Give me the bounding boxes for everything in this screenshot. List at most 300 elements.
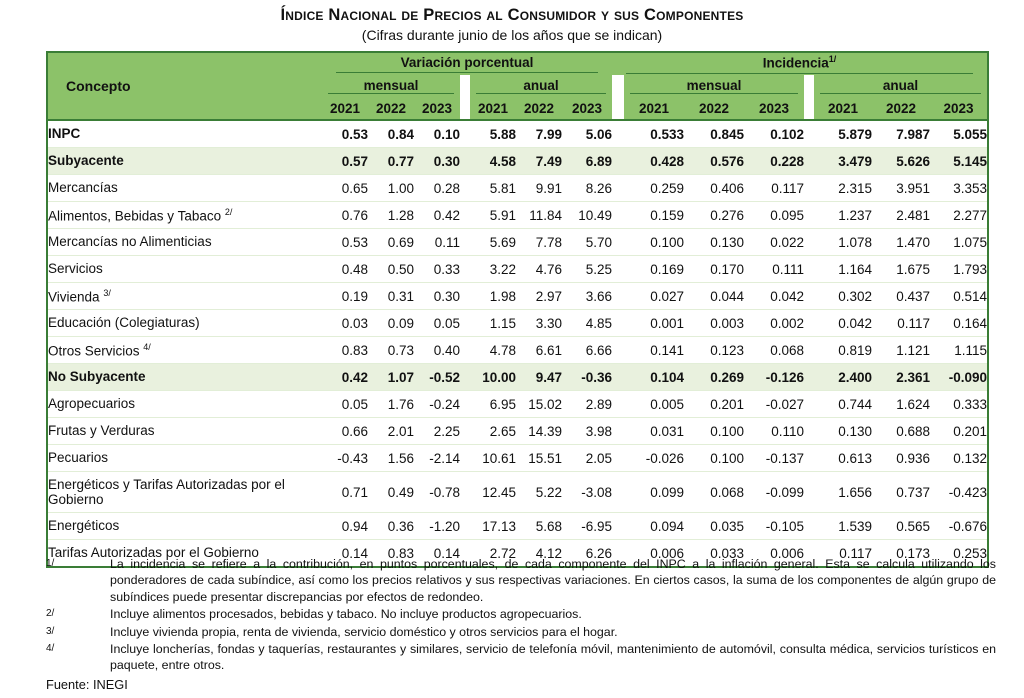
table-cell-value: 5.68 xyxy=(516,513,562,540)
table-cell-value: 0.66 xyxy=(322,418,368,445)
table-cell-value: 0.31 xyxy=(368,283,414,310)
table-cell-value: -0.099 xyxy=(744,472,804,513)
table-cell-value: 0.36 xyxy=(368,513,414,540)
row-label xyxy=(47,418,322,445)
row-label xyxy=(47,202,322,229)
year-header-9: 2021 xyxy=(814,97,872,120)
table-cell-value: 0.428 xyxy=(624,148,684,175)
table-cell-value: 1.075 xyxy=(930,229,988,256)
table-cell-value: 0.141 xyxy=(624,337,684,364)
spacer-cell xyxy=(460,256,470,283)
table-cell-value: 9.91 xyxy=(516,175,562,202)
row-label-text: Servicios xyxy=(48,261,103,277)
table-cell-value: 3.66 xyxy=(562,283,612,310)
column-subgroup-variacion-anual xyxy=(470,75,612,97)
table-cell-value: 7.49 xyxy=(516,148,562,175)
table-cell-value: 14.39 xyxy=(516,418,562,445)
table-cell-value: -0.36 xyxy=(562,364,612,391)
table-cell-value: 15.02 xyxy=(516,391,562,418)
spacer-cell xyxy=(612,310,624,337)
table-cell-value: 0.228 xyxy=(744,148,804,175)
row-label xyxy=(47,310,322,337)
footnote-text: Incluye alimentos procesados, bebidas y tabaco. No incluye productos agropecuarios. xyxy=(110,607,582,622)
row-label xyxy=(47,445,322,472)
table-cell-value: 2.25 xyxy=(414,418,460,445)
table-cell-value: 0.14 xyxy=(414,540,460,568)
table-cell-value: 5.879 xyxy=(814,120,872,148)
table-cell-value: 0.744 xyxy=(814,391,872,418)
column-header-concepto: Concepto xyxy=(47,52,322,120)
table-cell-value: 0.159 xyxy=(624,202,684,229)
table-cell-value: 1.28 xyxy=(368,202,414,229)
inpc-table xyxy=(46,51,989,568)
table-row xyxy=(47,283,988,310)
year-header-11: 2023 xyxy=(930,97,988,120)
table-cell-value: 2.97 xyxy=(516,283,562,310)
table-cell-value: -1.20 xyxy=(414,513,460,540)
table-cell-value: 0.022 xyxy=(744,229,804,256)
table-cell-value: 4.78 xyxy=(470,337,516,364)
table-cell-value: 0.42 xyxy=(414,202,460,229)
footnote xyxy=(46,624,996,640)
footnotes-list xyxy=(46,556,996,674)
spacer-cell xyxy=(612,283,624,310)
table-cell-value: 6.89 xyxy=(562,148,612,175)
table-cell-value: 10.00 xyxy=(470,364,516,391)
table-cell-value: 1.76 xyxy=(368,391,414,418)
table-cell-value: -0.423 xyxy=(930,472,988,513)
table-cell-value: 0.033 xyxy=(684,540,744,568)
table-cell-value: 0.514 xyxy=(930,283,988,310)
table-cell-value: 1.07 xyxy=(368,364,414,391)
table-cell-value: 3.22 xyxy=(470,256,516,283)
table-cell-value: -0.52 xyxy=(414,364,460,391)
table-cell-value: 2.05 xyxy=(562,445,612,472)
table-cell-value: 15.51 xyxy=(516,445,562,472)
spacer-cell xyxy=(460,418,470,445)
table-cell-value: 2.72 xyxy=(470,540,516,568)
year-header-4: 2022 xyxy=(516,97,562,120)
table-cell-value: 1.115 xyxy=(930,337,988,364)
table-row xyxy=(47,445,988,472)
table-cell-value: 0.110 xyxy=(744,418,804,445)
table-cell-value: 5.626 xyxy=(872,148,930,175)
spacer-cell xyxy=(804,391,814,418)
table-cell-value: 0.30 xyxy=(414,148,460,175)
table-cell-value: 0.169 xyxy=(624,256,684,283)
column-group-variacion-porcentual xyxy=(322,52,612,75)
spacer-cell-1 xyxy=(460,75,470,97)
table-cell-value: 0.123 xyxy=(684,337,744,364)
table-cell-value: 1.56 xyxy=(368,445,414,472)
table-cell-value: 4.12 xyxy=(516,540,562,568)
spacer-cell xyxy=(460,445,470,472)
table-cell-value: 0.002 xyxy=(744,310,804,337)
table-cell-value: 1.15 xyxy=(470,310,516,337)
table-cell-value: 0.77 xyxy=(368,148,414,175)
table-row xyxy=(47,513,988,540)
table-cell-value: 5.25 xyxy=(562,256,612,283)
table-cell-value: 11.84 xyxy=(516,202,562,229)
year-header-7: 2022 xyxy=(684,97,744,120)
table-cell-value: 0.576 xyxy=(684,148,744,175)
table-cell-value: 10.49 xyxy=(562,202,612,229)
table-cell-value: 12.45 xyxy=(470,472,516,513)
row-label-text: Subyacente xyxy=(48,153,124,169)
table-cell-value: 0.117 xyxy=(814,540,872,568)
table-cell-value: 5.22 xyxy=(516,472,562,513)
spacer-cell xyxy=(460,513,470,540)
table-cell-value: 0.73 xyxy=(368,337,414,364)
table-cell-value: 5.91 xyxy=(470,202,516,229)
table-cell-value: 0.130 xyxy=(814,418,872,445)
spacer-cell xyxy=(804,256,814,283)
year-header-6: 2021 xyxy=(624,97,684,120)
table-cell-value: 0.259 xyxy=(624,175,684,202)
table-cell-value: 0.068 xyxy=(744,337,804,364)
table-cell-value: 0.100 xyxy=(684,445,744,472)
table-cell-value: 7.78 xyxy=(516,229,562,256)
table-cell-value: 0.688 xyxy=(872,418,930,445)
spacer-cell xyxy=(804,445,814,472)
table-cell-value: -0.090 xyxy=(930,364,988,391)
table-cell-value: 0.005 xyxy=(624,391,684,418)
table-cell-value: 6.61 xyxy=(516,337,562,364)
table-cell-value: 6.66 xyxy=(562,337,612,364)
footnotes-block xyxy=(46,556,996,694)
table-cell-value: 0.042 xyxy=(744,283,804,310)
table-cell-value: 0.28 xyxy=(414,175,460,202)
table-cell-value: -2.14 xyxy=(414,445,460,472)
table-cell-value: 0.027 xyxy=(624,283,684,310)
table-cell-value: -0.43 xyxy=(322,445,368,472)
table-cell-value: 7.99 xyxy=(516,120,562,148)
table-row xyxy=(47,148,988,175)
header-row-groups xyxy=(47,52,988,75)
row-label-text: INPC xyxy=(48,126,81,142)
table-cell-value: 0.042 xyxy=(814,310,872,337)
spacer-cell xyxy=(804,472,814,513)
table-cell-value: 0.132 xyxy=(930,445,988,472)
table-cell-value: 0.14 xyxy=(322,540,368,568)
table-cell-value: 0.100 xyxy=(624,229,684,256)
spacer-cell-5 xyxy=(612,97,624,120)
spacer-cell xyxy=(612,513,624,540)
table-cell-value: 0.30 xyxy=(414,283,460,310)
table-cell-value: 1.470 xyxy=(872,229,930,256)
spacer-cell xyxy=(460,310,470,337)
table-cell-value: 0.302 xyxy=(814,283,872,310)
table-cell-value: 0.253 xyxy=(930,540,988,568)
table-cell-value: 2.277 xyxy=(930,202,988,229)
year-header-0: 2021 xyxy=(322,97,368,120)
spacer-cell xyxy=(460,364,470,391)
table-cell-value: -0.026 xyxy=(624,445,684,472)
table-cell-value: 0.003 xyxy=(684,310,744,337)
table-row xyxy=(47,472,988,513)
table-cell-value: 0.173 xyxy=(872,540,930,568)
row-footnote-ref: 3/ xyxy=(103,287,111,298)
spacer-cell xyxy=(612,120,624,148)
spacer-cell-4 xyxy=(460,97,470,120)
spacer-cell xyxy=(460,391,470,418)
column-subgroup-incidencia-anual xyxy=(814,75,988,97)
table-cell-value: 0.102 xyxy=(744,120,804,148)
table-cell-value: 1.00 xyxy=(368,175,414,202)
table-cell-value: 17.13 xyxy=(470,513,516,540)
table-cell-value: 0.53 xyxy=(322,229,368,256)
column-group-incidencia xyxy=(612,52,988,75)
footnote xyxy=(46,641,996,674)
table-cell-value: -0.027 xyxy=(744,391,804,418)
table-cell-value: 5.06 xyxy=(562,120,612,148)
table-cell-value: 0.94 xyxy=(322,513,368,540)
spacer-cell xyxy=(460,229,470,256)
table-cell-value: 9.47 xyxy=(516,364,562,391)
table-cell-value: 0.099 xyxy=(624,472,684,513)
spacer-cell xyxy=(612,148,624,175)
table-body xyxy=(47,120,988,567)
row-label-text: Mercancías xyxy=(48,180,118,196)
row-label xyxy=(47,175,322,202)
spacer-cell xyxy=(804,148,814,175)
table-cell-value: 3.479 xyxy=(814,148,872,175)
footnote-text: La incidencia se refiere a la contribución, en puntos porcentuales, de cada componente del INPC a la inflación general. Esta se calcula utilizando los ponderadores de cada subíndice, así como los precios relativos y sus respectivas variaciones. En ciertos casos, la suma de los componentes de algún grupo de subíndices puede presentar discrepancias por efectos de redondeo. xyxy=(110,557,996,604)
table-cell-value: -0.105 xyxy=(744,513,804,540)
row-label-text: Agropecuarios xyxy=(48,396,136,412)
table-cell-value: 10.61 xyxy=(470,445,516,472)
row-label xyxy=(47,283,322,310)
spacer-cell xyxy=(460,175,470,202)
table-cell-value: 0.09 xyxy=(368,310,414,337)
table-cell-value: 6.95 xyxy=(470,391,516,418)
subgroup-label-anual-inc: anual xyxy=(820,78,981,94)
spacer-cell xyxy=(804,337,814,364)
spacer-cell xyxy=(804,175,814,202)
table-cell-value: 0.068 xyxy=(684,472,744,513)
spacer-cell xyxy=(804,202,814,229)
table-cell-value: 1.98 xyxy=(470,283,516,310)
table-cell-value: 0.65 xyxy=(322,175,368,202)
column-subgroup-variacion-mensual xyxy=(322,75,460,97)
table-cell-value: 5.81 xyxy=(470,175,516,202)
table-cell-value: 0.100 xyxy=(684,418,744,445)
table-header xyxy=(47,52,988,120)
table-row xyxy=(47,229,988,256)
row-footnote-ref: 4/ xyxy=(143,341,151,352)
table-cell-value: -0.78 xyxy=(414,472,460,513)
table-cell-value: 0.84 xyxy=(368,120,414,148)
year-header-8: 2023 xyxy=(744,97,804,120)
table-cell-value: 5.145 xyxy=(930,148,988,175)
table-cell-value: 0.031 xyxy=(624,418,684,445)
table-cell-value: 0.269 xyxy=(684,364,744,391)
spacer-cell xyxy=(612,229,624,256)
footnote-text: Incluye loncherías, fondas y taquerías, restaurantes y similares, servicio de telefonía móvil, mantenimiento de automóvil, consulta médica, servicios turísticos en paquete, entre otros. xyxy=(110,641,996,673)
table-row xyxy=(47,120,988,148)
table-cell-value: 1.539 xyxy=(814,513,872,540)
table-cell-value: 0.130 xyxy=(684,229,744,256)
row-label-text: Vivienda xyxy=(48,289,100,305)
spacer-cell xyxy=(804,283,814,310)
table-cell-value: 8.26 xyxy=(562,175,612,202)
spacer-cell xyxy=(612,445,624,472)
spacer-cell xyxy=(460,337,470,364)
table-cell-value: 0.10 xyxy=(414,120,460,148)
spacer-cell xyxy=(804,418,814,445)
subgroup-label-anual-var: anual xyxy=(476,78,606,94)
row-label-text: Otros Servicios xyxy=(48,343,140,359)
table-cell-value: 0.845 xyxy=(684,120,744,148)
table-cell-value: 0.333 xyxy=(930,391,988,418)
footnote-marker: 1/ xyxy=(46,558,55,569)
spacer-cell xyxy=(460,120,470,148)
footnote xyxy=(46,606,996,622)
table-cell-value: 0.406 xyxy=(684,175,744,202)
spacer-cell xyxy=(612,337,624,364)
footnote-text: Incluye vivienda propia, renta de vivienda, servicio doméstico y otros servicios para el hogar. xyxy=(110,624,618,639)
row-label xyxy=(47,513,322,540)
table-cell-value: 0.50 xyxy=(368,256,414,283)
table-cell-value: 0.035 xyxy=(684,513,744,540)
footnote xyxy=(46,556,996,605)
row-label xyxy=(47,364,322,391)
table-cell-value: 1.675 xyxy=(872,256,930,283)
footnote-marker: 3/ xyxy=(46,625,55,637)
spacer-cell xyxy=(612,391,624,418)
table-row xyxy=(47,256,988,283)
spacer-cell xyxy=(804,229,814,256)
row-label xyxy=(47,229,322,256)
table-cell-value: 0.40 xyxy=(414,337,460,364)
table-cell-value: -0.676 xyxy=(930,513,988,540)
table-cell-value: 3.951 xyxy=(872,175,930,202)
table-cell-value: 5.055 xyxy=(930,120,988,148)
table-cell-value: 0.05 xyxy=(322,391,368,418)
table-cell-value: 2.481 xyxy=(872,202,930,229)
year-header-5: 2023 xyxy=(562,97,612,120)
row-label-text: Tarifas Autorizadas por el Gobierno xyxy=(48,545,259,561)
table-cell-value: 0.117 xyxy=(744,175,804,202)
table-cell-value: -0.24 xyxy=(414,391,460,418)
table-cell-value: 0.03 xyxy=(322,310,368,337)
spacer-cell xyxy=(460,472,470,513)
table-cell-value: -3.08 xyxy=(562,472,612,513)
row-label xyxy=(47,391,322,418)
table-cell-value: 0.001 xyxy=(624,310,684,337)
table-cell-value: 6.26 xyxy=(562,540,612,568)
table-cell-value: 1.078 xyxy=(814,229,872,256)
table-cell-value: 0.565 xyxy=(872,513,930,540)
spacer-cell xyxy=(612,472,624,513)
spacer-cell xyxy=(612,175,624,202)
table-cell-value: 2.400 xyxy=(814,364,872,391)
row-label-text: Energéticos y Tarifas Autorizadas por el Gobierno xyxy=(48,476,285,507)
table-cell-value: 2.89 xyxy=(562,391,612,418)
table-cell-value: 3.30 xyxy=(516,310,562,337)
table-cell-value: 1.164 xyxy=(814,256,872,283)
table-cell-value: 0.533 xyxy=(624,120,684,148)
row-footnote-ref: 2/ xyxy=(224,206,233,217)
table-cell-value: 0.095 xyxy=(744,202,804,229)
row-label xyxy=(47,120,322,148)
table-cell-value: 0.094 xyxy=(624,513,684,540)
spacer-cell-2 xyxy=(612,75,624,97)
table-row xyxy=(47,310,988,337)
spacer-cell xyxy=(804,310,814,337)
table-cell-value: 0.111 xyxy=(744,256,804,283)
spacer-cell xyxy=(460,148,470,175)
row-label-text: Pecuarios xyxy=(48,450,109,466)
table-cell-value: 0.11 xyxy=(414,229,460,256)
spacer-cell xyxy=(460,283,470,310)
table-row xyxy=(47,418,988,445)
title-block xyxy=(0,0,1024,43)
column-subgroup-incidencia-mensual xyxy=(624,75,804,97)
subgroup-label-mensual-inc: mensual xyxy=(630,78,798,94)
table-cell-value: 0.117 xyxy=(872,310,930,337)
row-label xyxy=(47,337,322,364)
table-cell-value: 0.05 xyxy=(414,310,460,337)
table-cell-value: 7.987 xyxy=(872,120,930,148)
table-cell-value: 0.19 xyxy=(322,283,368,310)
table-cell-value: 2.01 xyxy=(368,418,414,445)
table-cell-value: 3.98 xyxy=(562,418,612,445)
table-cell-value: 0.69 xyxy=(368,229,414,256)
table-cell-value: 0.276 xyxy=(684,202,744,229)
year-header-2: 2023 xyxy=(414,97,460,120)
page-title: Índice Nacional de Precios al Consumidor y sus Componentes xyxy=(280,6,744,24)
spacer-cell xyxy=(612,364,624,391)
table-cell-value: 5.70 xyxy=(562,229,612,256)
table-cell-value: 0.76 xyxy=(322,202,368,229)
table-cell-value: 0.201 xyxy=(930,418,988,445)
incidencia-footnote-ref: 1/ xyxy=(828,54,837,65)
table-cell-value: 5.69 xyxy=(470,229,516,256)
inpc-table-container xyxy=(46,51,986,568)
table-cell-value: 4.76 xyxy=(516,256,562,283)
table-cell-value: 3.353 xyxy=(930,175,988,202)
row-label xyxy=(47,148,322,175)
table-cell-value: 0.48 xyxy=(322,256,368,283)
table-cell-value: 1.121 xyxy=(872,337,930,364)
table-cell-value: 0.49 xyxy=(368,472,414,513)
column-group-variacion-label: Variación porcentual xyxy=(336,55,598,73)
table-cell-value: 0.006 xyxy=(744,540,804,568)
table-cell-value: -6.95 xyxy=(562,513,612,540)
table-cell-value: 0.819 xyxy=(814,337,872,364)
row-label xyxy=(47,472,322,513)
table-row xyxy=(47,391,988,418)
table-row xyxy=(47,337,988,364)
table-cell-value: 0.006 xyxy=(624,540,684,568)
table-cell-value: 0.044 xyxy=(684,283,744,310)
subgroup-label-mensual-var: mensual xyxy=(328,78,454,94)
table-cell-value: 0.53 xyxy=(322,120,368,148)
incidencia-text: Incidencia xyxy=(762,55,829,71)
table-cell-value: 0.33 xyxy=(414,256,460,283)
table-cell-value: -0.137 xyxy=(744,445,804,472)
table-cell-value: 0.170 xyxy=(684,256,744,283)
table-cell-value: 1.624 xyxy=(872,391,930,418)
row-label xyxy=(47,256,322,283)
table-cell-value: 0.42 xyxy=(322,364,368,391)
table-cell-value: 0.71 xyxy=(322,472,368,513)
table-cell-value: 0.83 xyxy=(322,337,368,364)
year-header-10: 2022 xyxy=(872,97,930,120)
table-cell-value: 1.237 xyxy=(814,202,872,229)
table-cell-value: 1.793 xyxy=(930,256,988,283)
